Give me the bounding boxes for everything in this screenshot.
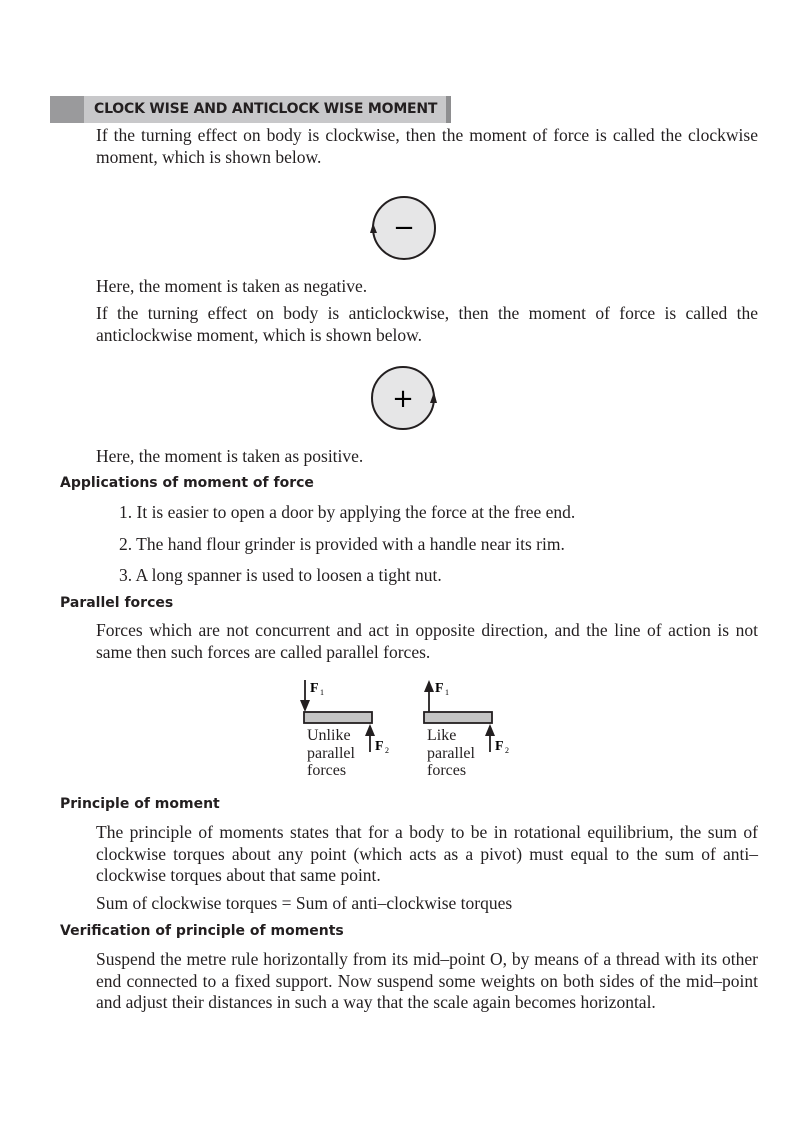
svg-text:F: F bbox=[435, 681, 444, 696]
verification-text: Suspend the metre rule horizontally from its mid–point O, by means of a thread with its other end connected to a fixed support. Now suspend some weights on both sides of the mid–point and adjust their distances in such a way that the scale again becomes horizontal. bbox=[96, 949, 758, 1012]
principle-text: The principle of moments states that for a body to be in rotational equilibrium, the sum of clockwise torques about any point (which acts as a pivot) must equal to the sum of anti–clockwise torques about that same point. bbox=[96, 822, 758, 885]
list-item: 2. The hand flour grinder is provided with a handle near its rim. bbox=[119, 534, 565, 554]
parallel-forces-heading: Parallel forces bbox=[60, 595, 174, 611]
banner-marker bbox=[50, 96, 84, 123]
parallel-forces-text: Forces which are not concurrent and act in opposite direction, and the line of action is not same then such forces are called parallel forces. bbox=[96, 620, 758, 662]
list-item: 3. A long spanner is used to loosen a tight nut. bbox=[119, 565, 442, 585]
minus-sign: − bbox=[393, 213, 415, 243]
plus-sign: + bbox=[392, 384, 414, 414]
unlike-parallel-label: Unlike parallel forces bbox=[307, 727, 355, 779]
svg-text:F: F bbox=[495, 739, 504, 754]
principle-heading: Principle of moment bbox=[60, 796, 220, 812]
f1-arrow-up bbox=[424, 680, 434, 692]
section-title: CLOCK WISE AND ANTICLOCK WISE MOMENT bbox=[94, 101, 438, 117]
svg-text:2: 2 bbox=[505, 746, 509, 754]
section-banner bbox=[50, 96, 451, 123]
f2-arrow-up bbox=[485, 724, 495, 736]
principle-equation: Sum of clockwise torques = Sum of anti–clockwise torques bbox=[96, 893, 513, 913]
verification-heading: Verification of principle of moments bbox=[60, 923, 344, 939]
clockwise-intro: If the turning effect on body is clockwise, then the moment of force is called the clockwise moment, which is shown below. bbox=[96, 125, 758, 167]
svg-text:F: F bbox=[375, 739, 384, 754]
svg-text:1: 1 bbox=[320, 688, 324, 697]
anticlockwise-intro: If the turning effect on body is anticlockwise, then the moment of force is called the anticlockwise moment, which is shown below. bbox=[96, 303, 758, 345]
svg-text:F: F bbox=[310, 681, 319, 696]
list-item: 1. It is easier to open a door by applying the force at the free end. bbox=[119, 502, 576, 522]
svg-text:2: 2 bbox=[385, 746, 389, 754]
anticlockwise-sign-note: Here, the moment is taken as positive. bbox=[96, 446, 364, 466]
svg-text:1: 1 bbox=[445, 688, 449, 697]
f1-arrow-down bbox=[300, 700, 310, 712]
clockwise-moment-figure bbox=[366, 192, 442, 264]
clockwise-sign-note: Here, the moment is taken as negative. bbox=[96, 276, 368, 296]
f2-arrow-up bbox=[365, 724, 375, 736]
like-parallel-label: Like parallel forces bbox=[427, 727, 475, 779]
anticlockwise-moment-figure bbox=[365, 362, 441, 434]
applications-heading: Applications of moment of force bbox=[60, 475, 314, 491]
